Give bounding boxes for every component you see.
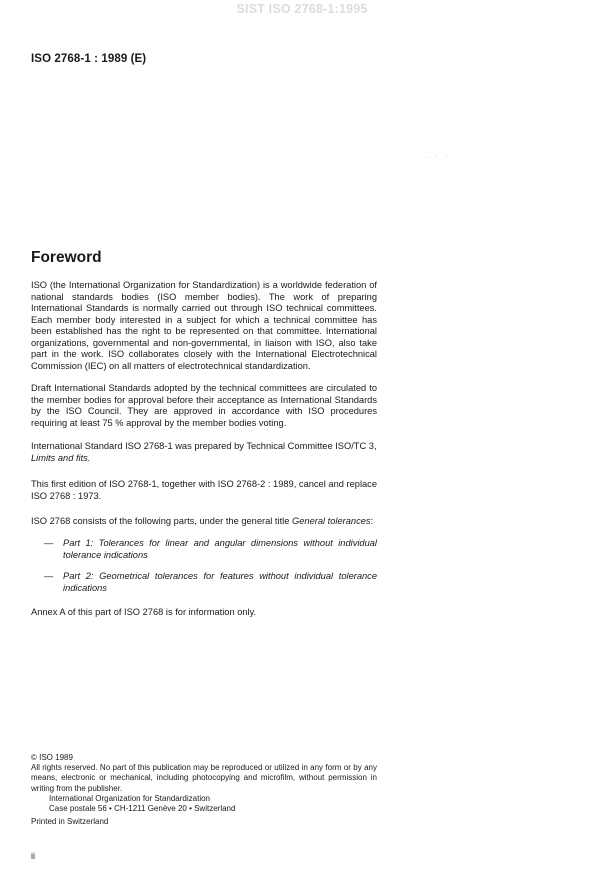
paragraph-text: This first edition of ISO 2768-1, together with ISO 2768-2 : 1989, cancel and replace ISO 2768 : 1973. (31, 479, 377, 501)
paragraph-iso-intro (31, 280, 377, 372)
paragraph-draft-standards (31, 383, 377, 429)
colon: : (370, 516, 374, 526)
printed-in: Printed in Switzerland (31, 817, 109, 827)
watermark: SIST ISO 2768-1:1995 (236, 2, 368, 16)
paragraph-text: International Standard ISO 2768-1 was prepared by Technical Committee ISO/TC 3, (31, 441, 377, 451)
org-address: Case postale 56 • CH-1211 Genève 20 • Switzerland (49, 804, 236, 814)
paragraph-parts (31, 516, 377, 528)
paragraph-text: ISO 2768 consists of the following parts, under the general title (31, 516, 290, 526)
paragraph-edition (31, 479, 377, 502)
paragraph-text: Annex A of this part of ISO 2768 is for information only. (31, 607, 257, 617)
committee-title: Limits and fits. (31, 452, 91, 463)
foreword-title: Foreword (31, 249, 102, 266)
part-1-text: Part 1: Tolerances for linear and angular dimensions without individual tolerance indications (63, 538, 377, 560)
paragraph-prepared-by (31, 441, 377, 464)
copyright-line: © ISO 1989 (31, 753, 73, 762)
rights-notice: All rights reserved. No part of this publication may be reproduced or utilized in any form or by any means, electronic or mechanical, including photocopying and microfilm, without permission in writing from the publisher. (31, 763, 377, 793)
dash: — (44, 538, 54, 548)
list-item-part-2 (44, 571, 377, 594)
scan-specks: . · · (426, 154, 450, 160)
part-2-text: Part 2: Geometrical tolerances for features without individual tolerance indications (63, 571, 377, 593)
org-name: International Organization for Standardization (49, 793, 210, 803)
paragraph-text: ISO (the International Organization for Standardization) is a worldwide federation of national standards bodies (ISO member bodies). The work of preparing International Standards is normally carried out through ISO technical committees. Each member body interested in a subject for which a technical committee has been established has the right to be represented on that committee. International organizations, governmental and non-governmental, in liaison with ISO, also take part in the work. ISO collaborates closely with the International Electrotechnical Commission (IEC) on all matters of electrotechnical standardization. (31, 280, 377, 371)
dash: — (44, 571, 54, 581)
page-number: ii (31, 851, 35, 861)
copyright-footer (31, 753, 377, 827)
paragraph-text: Draft International Standards adopted by the technical committees are circulated to the member bodies for approval before their acceptance as International Standards by the ISO Council. They are approved in accordance with ISO procedures requiring at least 75 % approval by the member bodies voting. (31, 383, 377, 428)
paragraph-annex (31, 607, 377, 619)
general-title: General tolerances (292, 516, 371, 526)
standard-header: ISO 2768-1 : 1989 (E) (31, 53, 147, 65)
list-item-part-1 (44, 538, 377, 561)
